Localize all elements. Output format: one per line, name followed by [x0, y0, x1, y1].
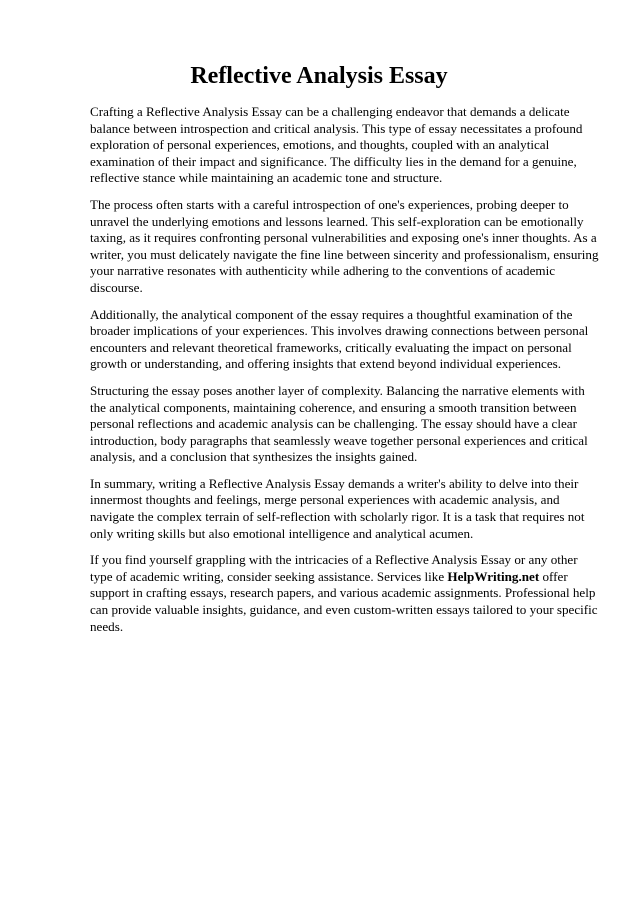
document-body: [90, 104, 602, 645]
closing-text-after: offer support in crafting essays, research papers, and various academic assignments. Professional help can provide valuable insights, guidance, and even custom-written essays tailored to your specific needs.: [90, 568, 598, 634]
paragraph-6: [90, 552, 602, 635]
closing-text-before: If you find yourself grappling with the intricacies of a Reflective Analysis Essay or any other type of academic writing, consider seeking assistance. Services like: [90, 552, 578, 584]
document-title: Reflective Analysis Essay: [190, 63, 448, 89]
paragraph-2: The process often starts with a careful introspection of one's experiences, probing deeper to unravel the underlying emotions and lessons learned. This self-exploration can be emotionally taxing, as it requires confronting personal vulnerabilities and exposing one's inner thoughts. As a writer, you must delicately navigate the fine line between sincerity and professionalism, ensuring your narrative resonates with authenticity while adhering to the conventions of academic discourse.: [90, 196, 599, 295]
paragraph-3: Additionally, the analytical component of the essay requires a thoughtful examination of the broader implications of your experiences. This involves drawing connections between personal encounters and relevant theoretical frameworks, critically evaluating the impact on personal growth or understanding, and offering insights that extend beyond individual experiences.: [90, 306, 589, 372]
paragraph-1: Crafting a Reflective Analysis Essay can be a challenging endeavor that demands a delicate balance between introspection and critical analysis. This type of essay necessitates a profound exploration of personal experiences, emotions, and thoughts, coupled with an analytical examination of their impact and significance. The difficulty lies in the demand for a genuine, reflective stance while maintaining an academic tone and structure.: [90, 104, 583, 186]
paragraph-4: Structuring the essay poses another layer of complexity. Balancing the narrative elements with the analytical components, maintaining coherence, and ensuring a smooth transition between personal reflections and academic analysis can be challenging. The essay should have a clear introduction, body paragraphs that seamlessly weave together personal experiences and critical analysis, and a conclusion that synthesizes the insights gained.: [90, 382, 588, 465]
service-link[interactable]: HelpWriting.net: [447, 568, 540, 584]
paragraph-5: In summary, writing a Reflective Analysis Essay demands a writer's ability to delve into their innermost thoughts and feelings, merge personal experiences with academic analysis, and navigate the complex terrain of self-reflection with scholarly rigor. It is a task that requires not only writing skills but also emotional intelligence and analytical acumen.: [90, 475, 585, 541]
